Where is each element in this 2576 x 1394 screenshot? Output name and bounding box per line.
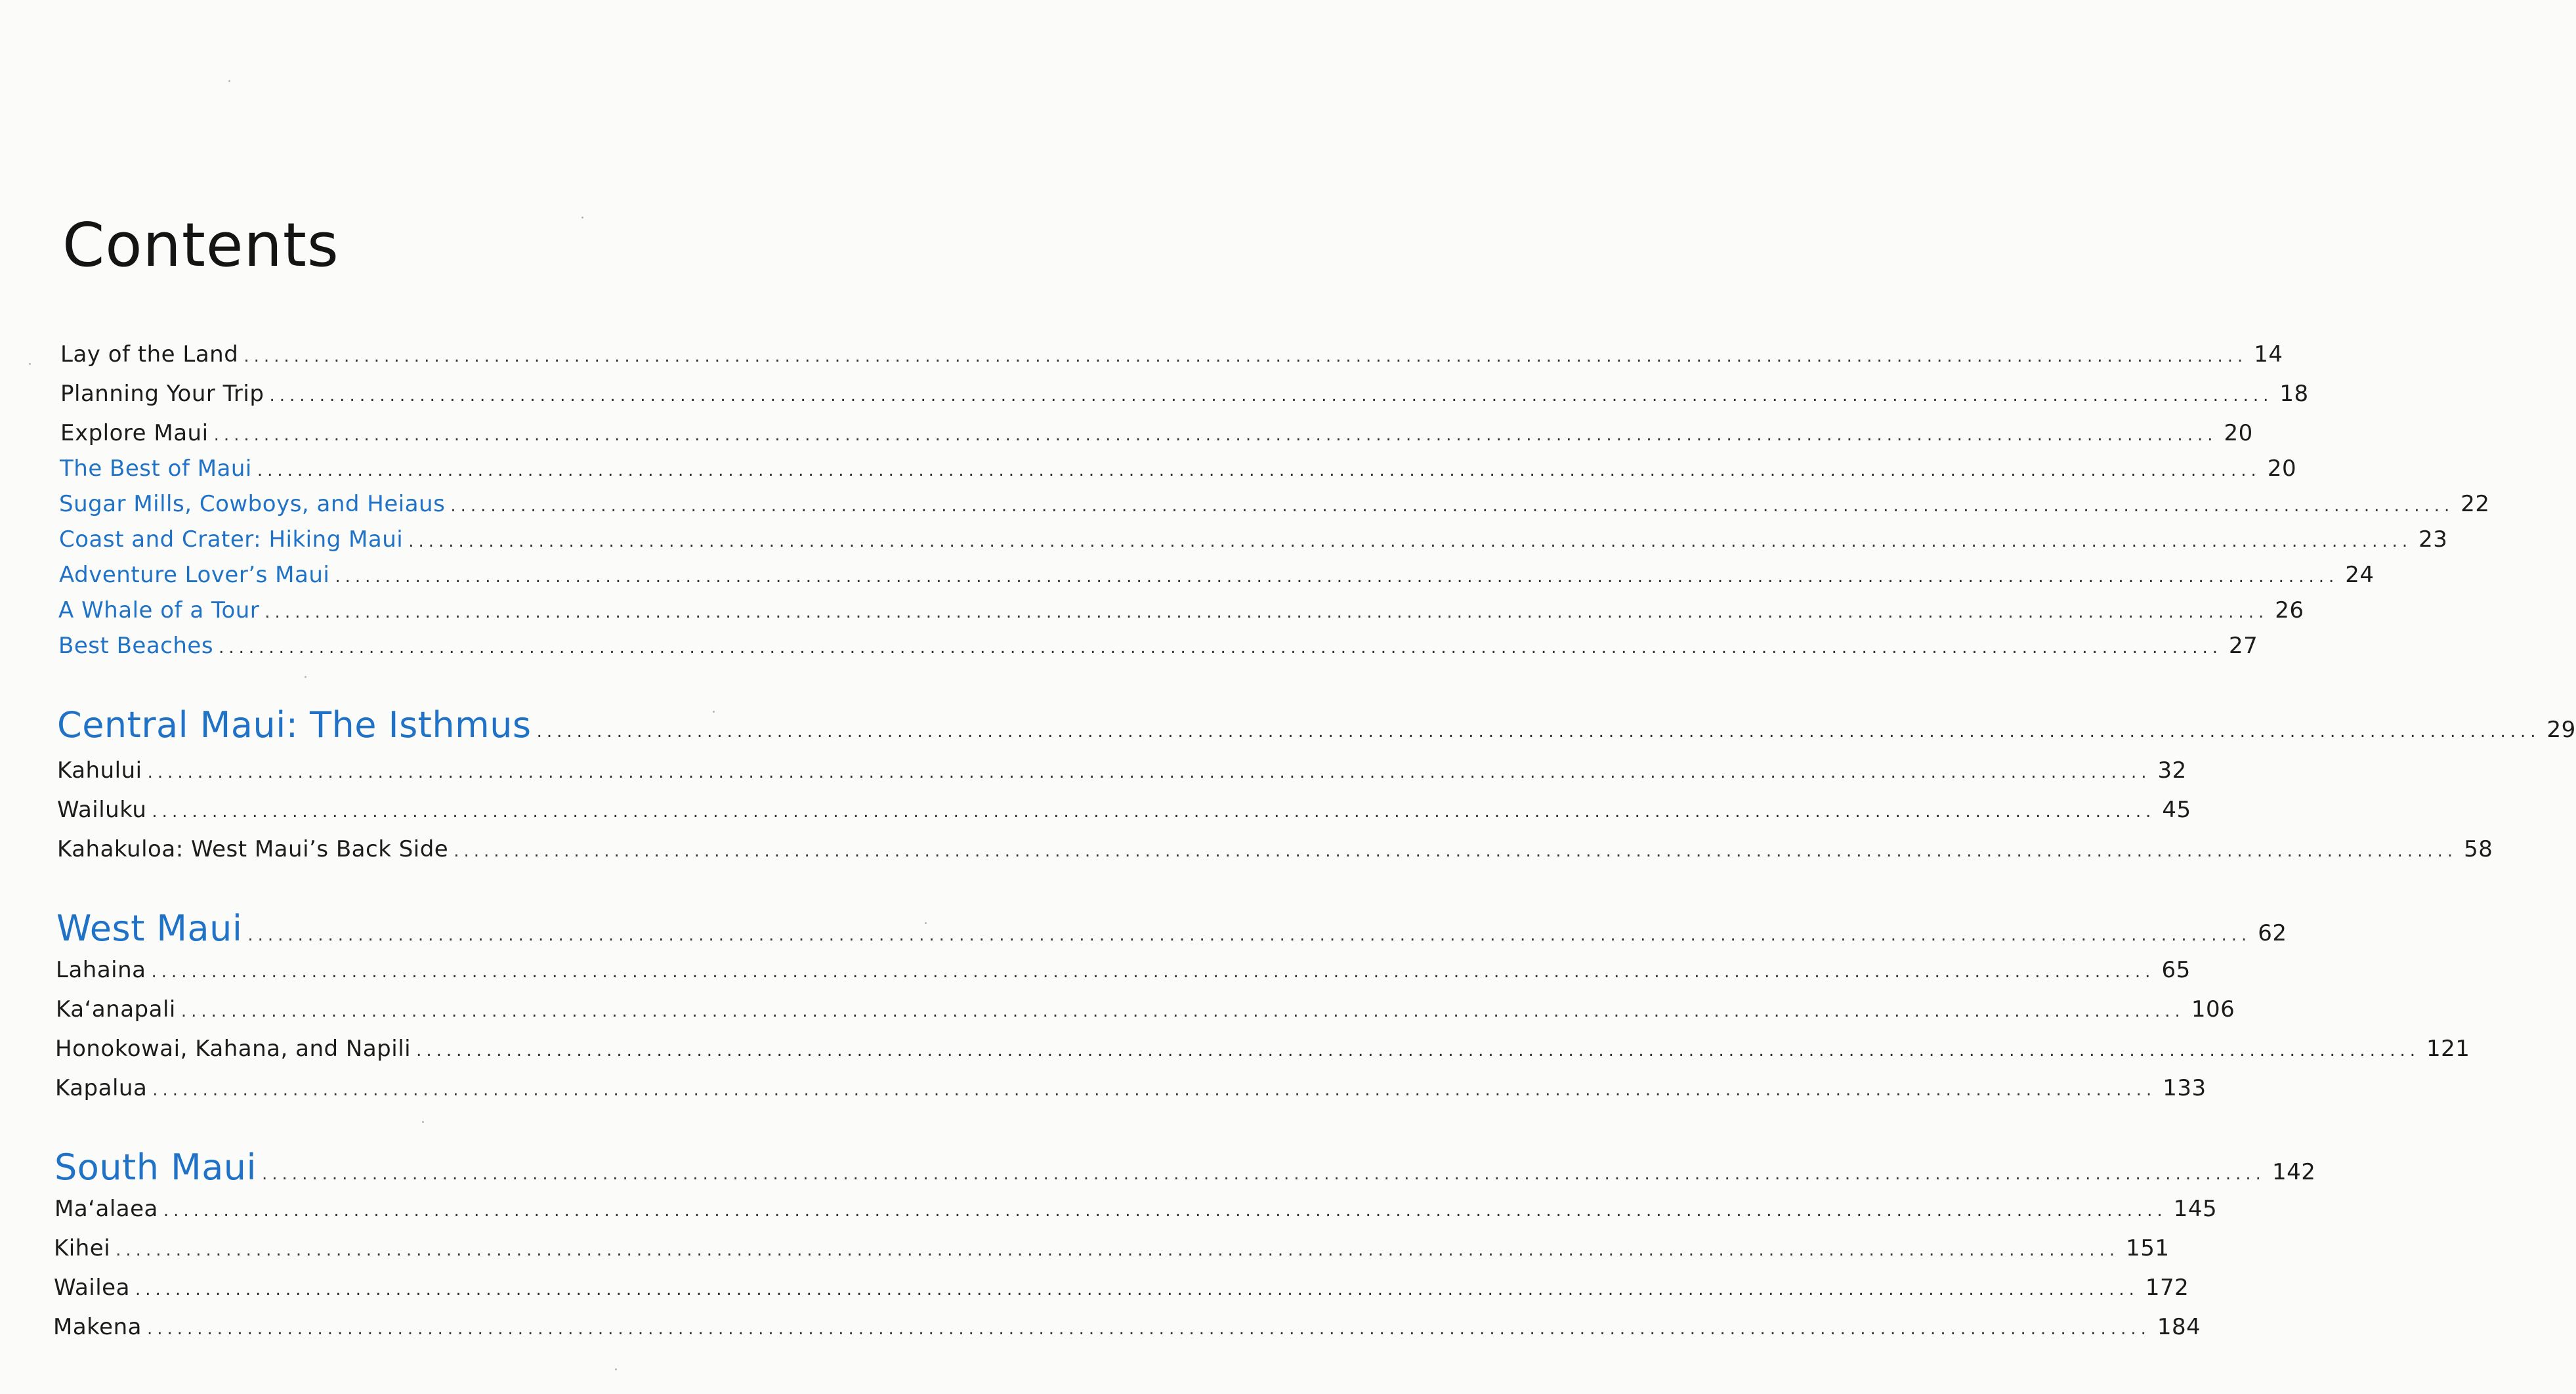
dot-leader: ........................................................................................................................................................................................................ bbox=[213, 425, 2218, 445]
toc-entry-coast-and-crater[interactable] bbox=[59, 526, 2448, 553]
toc-page-number: 106 bbox=[2191, 996, 2235, 1023]
scan-speck bbox=[925, 922, 927, 924]
toc-entry-best-of-maui[interactable] bbox=[60, 455, 2297, 482]
dot-leader: ........................................................................................................................................................................................................ bbox=[219, 638, 2222, 658]
toc-section-heading: Central Maui: The Isthmus bbox=[57, 704, 532, 746]
toc-section-west-maui[interactable] bbox=[56, 908, 2287, 949]
dot-leader: ........................................................................................................................................................................................................ bbox=[152, 1080, 2157, 1100]
toc-page-number: 65 bbox=[2161, 957, 2191, 983]
toc-entry-wailea[interactable] bbox=[54, 1275, 2189, 1301]
toc-entry-honokowai[interactable] bbox=[55, 1036, 2470, 1062]
toc-page-number: 142 bbox=[2271, 1159, 2316, 1185]
toc-entry-label: The Best of Maui bbox=[60, 455, 252, 482]
dot-leader: ........................................................................................................................................................................................................ bbox=[116, 1240, 2120, 1260]
toc-page-number: 29 bbox=[2546, 717, 2576, 743]
dot-leader: ........................................................................................................................................................................................................ bbox=[243, 347, 2248, 366]
toc-section-heading: South Maui bbox=[54, 1147, 257, 1188]
toc-page-number: 18 bbox=[2279, 381, 2309, 407]
scan-speck bbox=[713, 711, 715, 713]
dot-leader: ........................................................................................................................................................................................................ bbox=[180, 1002, 2185, 1021]
dot-leader: ........................................................................................................................................................................................................ bbox=[269, 386, 2273, 406]
toc-entry-kahului[interactable] bbox=[57, 757, 2187, 784]
dot-leader: ........................................................................................................................................................................................................ bbox=[163, 1201, 2167, 1221]
toc-entry-best-beaches[interactable] bbox=[58, 633, 2258, 659]
scan-speck bbox=[228, 80, 230, 82]
toc-entry-lahaina[interactable] bbox=[56, 957, 2191, 983]
toc-page-number: 172 bbox=[2145, 1275, 2189, 1301]
toc-entry-adventure-lovers-maui[interactable] bbox=[59, 562, 2375, 588]
dot-leader: ........................................................................................................................................................................................................ bbox=[454, 841, 2458, 861]
dot-leader: ........................................................................................................................................................................................................ bbox=[135, 1280, 2139, 1299]
dot-leader: ........................................................................................................................................................................................................ bbox=[416, 1041, 2420, 1061]
dot-leader: ........................................................................................................................................................................................................ bbox=[257, 461, 2261, 480]
toc-page-number: 62 bbox=[2258, 920, 2287, 946]
dot-leader: ........................................................................................................................................................................................................ bbox=[264, 602, 2269, 622]
toc-page-number: 27 bbox=[2229, 633, 2258, 659]
toc-page-number: 22 bbox=[2460, 491, 2490, 517]
toc-entry-label: Best Beaches bbox=[58, 633, 214, 659]
scan-speck bbox=[615, 1368, 617, 1370]
toc-entry-label: Lay of the Land bbox=[60, 341, 239, 368]
toc-entry-explore-maui[interactable] bbox=[60, 420, 2253, 446]
toc-entry-maalaea[interactable] bbox=[54, 1196, 2218, 1222]
toc-section-central-maui[interactable] bbox=[57, 704, 2576, 746]
toc-entry-label: Adventure Lover’s Maui bbox=[59, 562, 330, 588]
toc-section-heading: West Maui bbox=[56, 908, 243, 949]
toc-page-number: 26 bbox=[2275, 597, 2304, 623]
toc-page-number: 20 bbox=[2224, 420, 2253, 446]
toc-entry-label: Honokowai, Kahana, and Napili bbox=[55, 1036, 412, 1062]
toc-entry-label: Coast and Crater: Hiking Maui bbox=[59, 526, 404, 553]
toc-page-number: 20 bbox=[2267, 455, 2297, 482]
dot-leader: ........................................................................................................................................................................................................ bbox=[247, 925, 2252, 945]
dot-leader: ........................................................................................................................................................................................................ bbox=[335, 567, 2339, 587]
toc-page-number: 121 bbox=[2426, 1036, 2470, 1062]
toc-entry-kihei[interactable] bbox=[54, 1235, 2170, 1261]
toc-entry-label: A Whale of a Tour bbox=[58, 597, 260, 623]
toc-entry-label: Kapalua bbox=[55, 1075, 148, 1101]
toc-page-number: 24 bbox=[2345, 562, 2375, 588]
toc-page-number: 23 bbox=[2418, 526, 2448, 553]
toc-entry-label: Sugar Mills, Cowboys, and Heiaus bbox=[59, 491, 446, 517]
dot-leader: ........................................................................................................................................................................................................ bbox=[262, 1164, 2266, 1184]
toc-page-number: 151 bbox=[2126, 1235, 2170, 1261]
toc-section-south-maui[interactable] bbox=[54, 1147, 2316, 1188]
scan-speck bbox=[29, 363, 31, 365]
toc-entry-planning-your-trip[interactable] bbox=[60, 381, 2309, 407]
toc-entry-label: Wailuku bbox=[57, 797, 147, 823]
toc-entry-label: Wailea bbox=[54, 1275, 130, 1301]
toc-entry-label: Ka‘anapali bbox=[56, 996, 176, 1023]
dot-leader: ........................................................................................................................................................................................................ bbox=[536, 722, 2541, 742]
page-title: Contents bbox=[62, 210, 339, 280]
toc-entry-makena[interactable] bbox=[53, 1314, 2201, 1340]
toc-page-number: 32 bbox=[2157, 757, 2187, 784]
toc-entry-label: Explore Maui bbox=[60, 420, 209, 446]
toc-page-number: 14 bbox=[2254, 341, 2283, 368]
scan-speck bbox=[305, 676, 306, 678]
toc-entry-label: Makena bbox=[53, 1314, 142, 1340]
dot-leader: ........................................................................................................................................................................................................ bbox=[152, 802, 2156, 822]
scan-speck bbox=[422, 1121, 424, 1123]
toc-page-number: 45 bbox=[2162, 797, 2191, 823]
toc-entry-label: Kihei bbox=[54, 1235, 111, 1261]
toc-entry-sugar-mills[interactable] bbox=[59, 491, 2490, 517]
toc-entry-kahakuloa[interactable] bbox=[57, 836, 2493, 862]
toc-page-number: 58 bbox=[2464, 836, 2493, 862]
toc-entry-wailuku[interactable] bbox=[57, 797, 2191, 823]
dot-leader: ........................................................................................................................................................................................................ bbox=[151, 962, 2155, 982]
toc-entry-whale-of-a-tour[interactable] bbox=[58, 597, 2304, 623]
toc-page-number: 184 bbox=[2157, 1314, 2201, 1340]
toc-entry-label: Lahaina bbox=[56, 957, 146, 983]
dot-leader: ........................................................................................................................................................................................................ bbox=[450, 496, 2455, 516]
scan-speck bbox=[581, 217, 583, 219]
dot-leader: ........................................................................................................................................................................................................ bbox=[146, 1319, 2151, 1339]
toc-entry-lay-of-the-land[interactable] bbox=[60, 341, 2283, 368]
toc-entry-label: Planning Your Trip bbox=[60, 381, 264, 407]
toc-entry-kapalua[interactable] bbox=[55, 1075, 2206, 1101]
toc-entry-label: Kahului bbox=[57, 757, 142, 784]
toc-page-number: 145 bbox=[2173, 1196, 2218, 1222]
dot-leader: ........................................................................................................................................................................................................ bbox=[408, 532, 2413, 551]
toc-entry-kaanapali[interactable] bbox=[56, 996, 2235, 1023]
toc-entry-label: Ma‘alaea bbox=[54, 1196, 158, 1222]
toc-page-number: 133 bbox=[2163, 1075, 2206, 1101]
toc-entry-label: Kahakuloa: West Maui’s Back Side bbox=[57, 836, 449, 862]
dot-leader: ........................................................................................................................................................................................................ bbox=[147, 763, 2151, 782]
